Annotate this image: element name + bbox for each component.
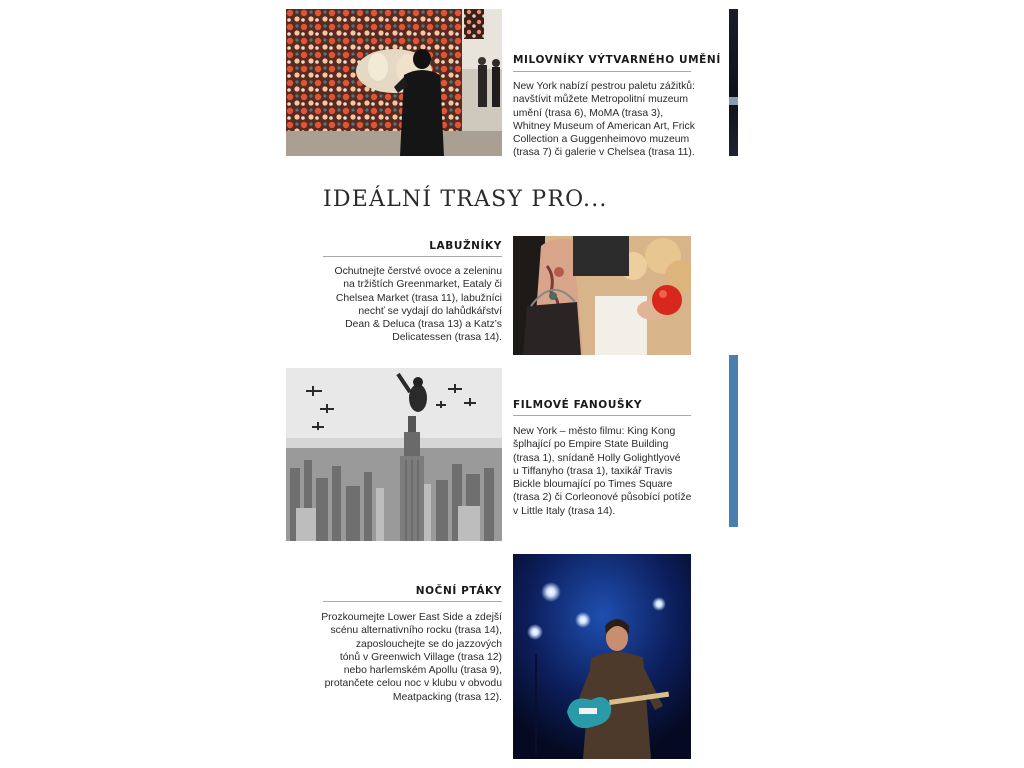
section-text-foodies [300, 265, 502, 345]
art-gallery-illustration [286, 9, 502, 156]
text-line: nebo harlemském Apollu (trasa 9), [343, 665, 502, 677]
text-line: tónů v Greenwich Village (trasa 12) [339, 651, 502, 663]
text-line: protančete celou noc v klubu v obvodu [324, 678, 502, 690]
text-line: u Tiffanyho (trasa 1), taxikář Travis [513, 465, 673, 477]
text-line: (trasa 1), snídaně Holly Golightlyové [513, 452, 681, 464]
text-line: Ochutnejte čerstvé ovoce a zeleninu [334, 266, 502, 277]
text-line: Chelsea Market (trasa 11), labužníci [335, 292, 502, 304]
text-line: Delicatessen (trasa 14). [392, 332, 502, 344]
text-line: Bickle bloumající po Times Square [513, 479, 673, 491]
text-line: navštívit můžete Metropolitní muzeum [513, 94, 688, 106]
section-rule-foodies [323, 256, 502, 257]
text-line: umění (trasa 6), MoMA (trasa 3), [513, 107, 664, 119]
section-heading-art: MILOVNÍKY VÝTVARNÉHO UMĚNÍ [513, 54, 721, 66]
text-line: nechť se vydají do lahůdkářství [358, 305, 502, 317]
text-line: v Little Italy (trasa 14). [513, 505, 616, 517]
text-line: (trasa 2) či Corleonové působící potíže [513, 492, 692, 504]
section-heading-film: FILMOVÉ FANOUŠKY [513, 399, 643, 411]
section-text-art [513, 80, 703, 160]
king-kong-photo [286, 368, 502, 541]
section-rule-film [513, 415, 691, 416]
section-rule-art [513, 71, 691, 72]
text-line: Prozkoumejte Lower East Side a zdejší [321, 612, 502, 623]
text-line: scénu alternativního rocku (trasa 14), [330, 625, 502, 637]
text-line: zaposlouchejte se do jazzových [355, 638, 502, 650]
section-text-nightlife [296, 611, 502, 704]
section-rule-nightlife [323, 601, 502, 602]
concert-guitarist-photo [513, 554, 691, 759]
text-line: šplhající po Empire State Building [513, 439, 669, 451]
text-line: Meatpacking (trasa 12). [392, 691, 502, 703]
accent-bar [729, 355, 738, 527]
section-heading-foodies: LABUŽNÍKY [429, 240, 502, 252]
concert-illustration [513, 554, 691, 759]
king-kong-illustration [286, 368, 502, 541]
text-line: (trasa 7) či galerie v Chelsea (trasa 11). [513, 147, 695, 159]
text-line: na tržištích Greenmarket, Eataly či [343, 279, 502, 291]
text-line: Dean & Deluca (trasa 13) a Katz’s [345, 319, 502, 331]
text-line: New York nabízí pestrou paletu zážitků: [513, 81, 695, 92]
section-text-film [513, 425, 718, 518]
edge-photo-sliver [729, 9, 738, 156]
section-heading-nightlife: NOČNÍ PTÁKY [415, 585, 502, 597]
market-apple-illustration [513, 236, 691, 355]
page-title: IDEÁLNÍ TRASY PRO... [323, 187, 608, 212]
text-line: Whitney Museum of American Art, Frick [513, 120, 695, 132]
text-line: Collection a Guggenheimovo muzeum [513, 134, 690, 146]
market-apple-photo [513, 236, 691, 355]
art-gallery-photo [286, 9, 502, 156]
text-line: New York – město filmu: King Kong [513, 426, 676, 437]
